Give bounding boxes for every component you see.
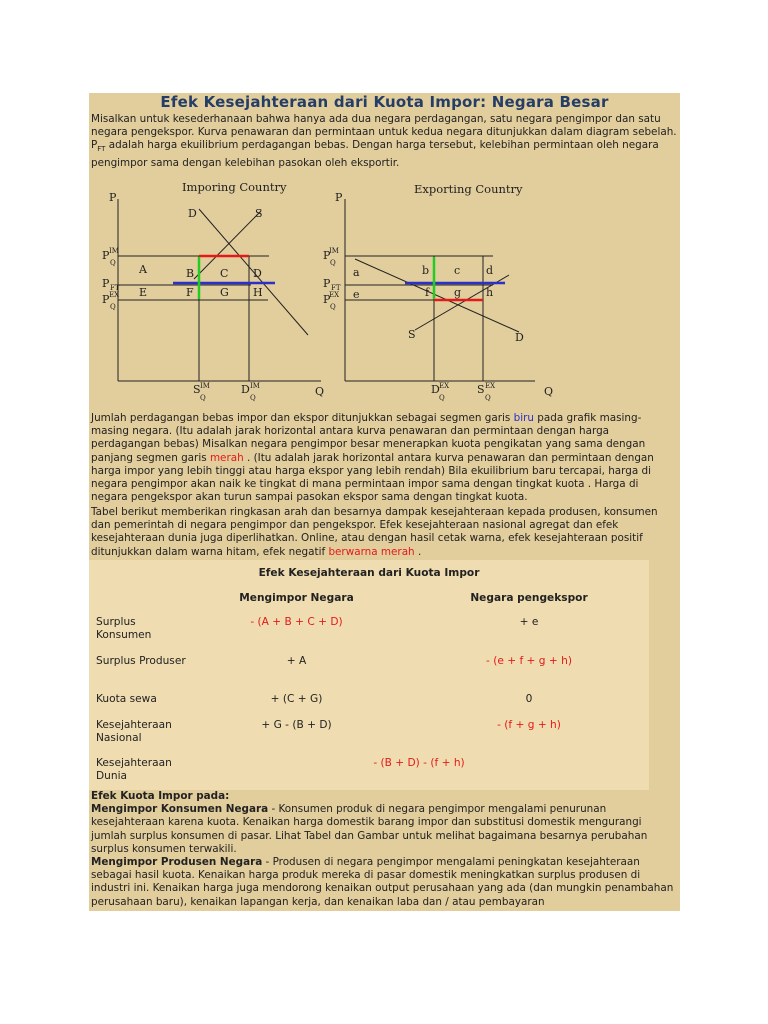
region-C: C bbox=[220, 267, 229, 280]
body-paragraph-2 bbox=[91, 506, 678, 559]
consumers-text: - Konsumen produk di negara pengimpor mengalami penurunan kesejahteraan karena kuota. Kenaikan harga domestik barang impor dan substitusi domestik mengurangi jumlah surplus konsumen di pasar. Lihat Tabel dan Gambar untuk melihat bagaimana besarnya perubahan surplus konsumen terwakili. bbox=[91, 803, 648, 855]
import-pex-sup: EX bbox=[109, 291, 120, 299]
table-title: Efek Kesejahteraan dari Kuota Impor bbox=[258, 567, 480, 579]
export-pim-sub: Q bbox=[330, 259, 336, 267]
export-s-label: S bbox=[408, 328, 416, 341]
export-pex-sup: EX bbox=[329, 291, 340, 299]
import-pft-sub: FT bbox=[110, 284, 120, 292]
red-word: merah bbox=[209, 451, 244, 464]
document-page bbox=[89, 93, 680, 911]
body-text: Tabel berikut memberikan ringkasan arah dan besarnya dampak kesejahteraan kepada produsen, konsumen dan pemerintah di negara pengimpor dan pengekspor. Efek kesejahteraan nasional agregat dan efek kesejahteraan dunia juga diperlihatkan. Online, atau dengan hasil cetak warna, efek kesejahteraan positif ditunjukkan dalam warna hitam, efek negatif bbox=[91, 506, 658, 558]
export-sex-sup: EX bbox=[485, 382, 496, 390]
import-dim-sub: Q bbox=[250, 394, 256, 402]
section-heading: Efek Kuota Impor pada: bbox=[91, 790, 230, 802]
export-q-label: Q bbox=[544, 385, 554, 398]
export-dex-sub: Q bbox=[439, 394, 445, 402]
export-pim-sup: IM bbox=[329, 247, 339, 255]
blue-word: biru bbox=[513, 412, 534, 424]
effects-section bbox=[91, 790, 678, 909]
import-pex-label: P bbox=[102, 293, 110, 306]
table-col-export: Negara pengekspor bbox=[470, 592, 588, 604]
region-e: e bbox=[353, 288, 360, 301]
export-pex-label: P bbox=[323, 293, 331, 306]
import-s-label: S bbox=[255, 207, 263, 220]
row-label: Kesejahteraan Dunia bbox=[96, 757, 172, 782]
export-title: Exporting Country bbox=[414, 182, 523, 196]
row-export-value: - (e + f + g + h) bbox=[486, 655, 572, 667]
intro-text-2: adalah harga ekuilibrium perdagangan bebas. Dengan harga tersebut, kelebihan permintaan oleh negara pengimpor sama dengan kelebihan pasokan oleh eksportir. bbox=[91, 139, 659, 169]
region-A: A bbox=[139, 263, 147, 276]
import-pim-label: P bbox=[102, 249, 110, 262]
region-b: b bbox=[422, 264, 430, 277]
import-sim-sub: Q bbox=[200, 394, 206, 402]
subheading-producers: Mengimpor Produsen Negara bbox=[91, 856, 263, 869]
region-B: B bbox=[186, 267, 195, 280]
import-pim-sup: IM bbox=[109, 247, 119, 255]
import-d-label: D bbox=[188, 207, 197, 220]
import-pim-sub: Q bbox=[110, 259, 116, 267]
export-pft-sub: FT bbox=[331, 284, 341, 292]
row-export-value: 0 bbox=[525, 693, 533, 705]
import-p-label: P bbox=[109, 191, 117, 204]
row-label: Surplus Produser bbox=[96, 655, 186, 667]
export-pft-label: P bbox=[323, 277, 331, 290]
row-label: Kuota sewa bbox=[96, 693, 157, 705]
quota-diagram bbox=[89, 175, 680, 407]
import-pft-label: P bbox=[102, 277, 110, 290]
row-import-value: + G - (B + D) bbox=[261, 719, 332, 731]
export-p-label: P bbox=[335, 191, 343, 204]
export-sex-label: S bbox=[477, 383, 485, 396]
row-label: Kesejahteraan Nasional bbox=[96, 719, 172, 744]
import-q-label: Q bbox=[315, 385, 325, 398]
intro-text: Misalkan untuk kesederhanaan bahwa hanya ada dua negara perdagangan, satu negara pengimpor dan satu negara pengekspor. Kurva penawaran dan permintaan untuk kedua negara ditunjukkan dalam diagram sebelah. P bbox=[91, 113, 677, 152]
region-c: c bbox=[454, 264, 461, 277]
region-G: G bbox=[220, 286, 229, 299]
body-text: . bbox=[414, 545, 422, 558]
body-text: pada grafik masing-masing negara. (Itu adalah jarak horizontal antara kurva penawaran dan permintaan dengan harga perdagangan bebas) Misalkan negara pengimpor besar menerapkan kuota pengikatan yang sama dengan panjang segmen garis bbox=[91, 412, 646, 464]
export-d-label: D bbox=[515, 331, 524, 344]
row-world-value: - (B + D) - (f + h) bbox=[373, 757, 465, 769]
region-D: D bbox=[253, 267, 262, 280]
intro-sub: FT bbox=[97, 145, 106, 154]
body-text: Jumlah perdagangan bebas impor dan ekspor ditunjukkan sebagai segmen garis bbox=[91, 412, 514, 424]
producers-text: - Produsen di negara pengimpor mengalami peningkatan kesejahteraan sebagai hasil kuota. Kenaikan harga produk mereka di pasar domestik meningkatkan surplus produsen di industri ini. Kenaikan harga juga mendorong kenaikan output perusahaan yang ada (dan mungkin penambahan perusahaan baru), kenaikan lapangan kerja, dan kenaikan laba dan / atau pembayaran bbox=[91, 856, 674, 908]
export-dex-sup: EX bbox=[439, 382, 450, 390]
region-h: h bbox=[486, 286, 494, 299]
import-title: Imporing Country bbox=[182, 180, 287, 194]
import-sim-label: S bbox=[193, 383, 201, 396]
row-label: Surplus Konsumen bbox=[96, 616, 152, 641]
region-E: E bbox=[139, 286, 148, 299]
row-import-value: - (A + B + C + D) bbox=[250, 616, 343, 628]
export-pex-sub: Q bbox=[330, 303, 336, 311]
red-word: berwarna merah bbox=[328, 545, 415, 558]
region-a: a bbox=[353, 266, 360, 279]
import-dim-sup: IM bbox=[250, 382, 260, 390]
import-dim-label: D bbox=[241, 383, 250, 396]
region-f: f bbox=[425, 286, 430, 299]
region-g: g bbox=[454, 286, 462, 299]
subheading-consumers: Mengimpor Konsumen Negara bbox=[91, 803, 269, 816]
page-title: Efek Kesejahteraan dari Kuota Impor: Negara Besar bbox=[160, 93, 609, 111]
intro-paragraph bbox=[91, 113, 678, 170]
region-F: F bbox=[186, 286, 194, 299]
table-col-import: Mengimpor Negara bbox=[239, 592, 354, 604]
body-text: . (Itu adalah jarak horizontal antara kurva penawaran dan permintaan dengan harga impor yang lebih tinggi atau harga ekspor yang lebih rendah) Bila ekuilibrium baru tercapai, harga di negara pengimpor akan naik ke tingkat di mana permintaan impor sama dengan tingkat kuota . Harga di negara pengekspor akan turun sampai pasokan ekspor sama dengan tingkat kuota. bbox=[91, 451, 654, 504]
import-sim-sup: IM bbox=[200, 382, 210, 390]
export-dex-label: D bbox=[431, 383, 440, 396]
region-d: d bbox=[486, 264, 494, 277]
row-import-value: + (C + G) bbox=[270, 693, 323, 705]
row-import-value: + A bbox=[286, 655, 307, 667]
import-pex-sub: Q bbox=[110, 303, 116, 311]
region-H: H bbox=[253, 286, 263, 299]
welfare-table bbox=[89, 560, 649, 790]
export-pim-label: P bbox=[323, 249, 331, 262]
body-paragraph-1 bbox=[91, 412, 678, 504]
export-sex-sub: Q bbox=[485, 394, 491, 402]
row-export-value: - (f + g + h) bbox=[497, 719, 561, 731]
row-export-value: + e bbox=[519, 616, 539, 628]
export-demand-curve bbox=[355, 259, 519, 332]
